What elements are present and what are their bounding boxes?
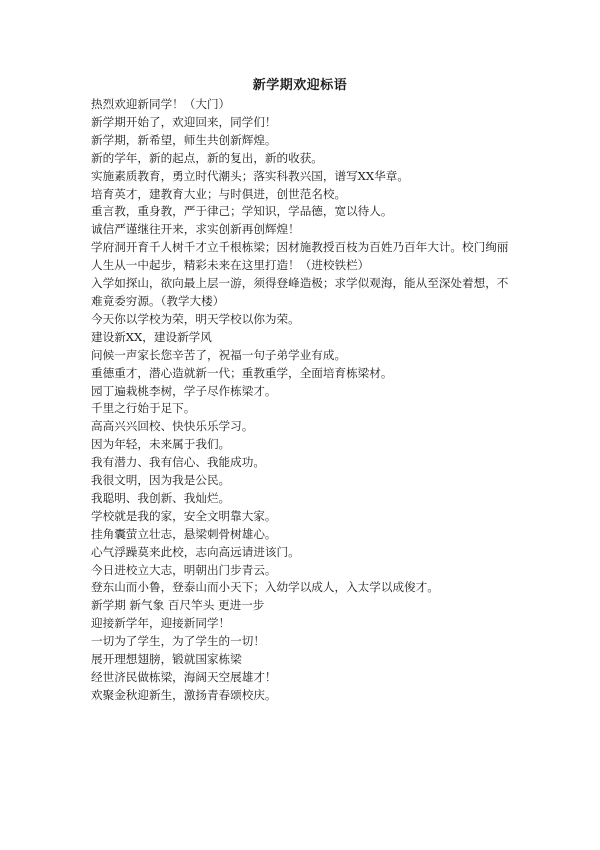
text-line: 新的学年，新的起点，新的复出，新的收获。 bbox=[91, 150, 323, 165]
text-line: 登东山而小鲁，登泰山而小天下；入幼学以成人，入太学以成俊才。 bbox=[91, 580, 439, 595]
text-line: 挂角囊萤立壮志，悬梁刺骨树雄心。 bbox=[91, 526, 277, 541]
text-line: 一切为了学生，为了学生的一切！ bbox=[91, 634, 265, 649]
text-line: 新学期，新希望，师生共创新辉煌。 bbox=[91, 132, 277, 147]
text-line: 展开理想翅膀，锻就国家栋梁 bbox=[91, 652, 242, 667]
text-line: 千里之行始于足下。 bbox=[91, 401, 196, 416]
text-line: 新学期开始了，欢迎回来，同学们！ bbox=[91, 114, 277, 129]
text-line: 入学如探山，欲向最上层一游，须得登峰造极；求学似观海，能从至深处着想，不难竟委穷源。（教学大楼） bbox=[91, 276, 509, 308]
text-line: 重言教，重身教，严于律己；学知识，学品德，宽以待人。 bbox=[91, 204, 393, 219]
text-line: 因为年轻，未来属于我们。 bbox=[91, 437, 231, 452]
text-line: 建设新XX，建设新学风 bbox=[91, 329, 212, 344]
document-title: 新学期欢迎标语 bbox=[252, 78, 348, 93]
text-line: 我聪明、我创新、我灿烂。 bbox=[91, 490, 231, 505]
text-line: 高高兴兴回校、快快乐乐学习。 bbox=[91, 419, 254, 434]
text-line: 我很文明，因为我是公民。 bbox=[91, 473, 231, 488]
text-line: 新学期 新气象 百尺竿头 更进一步 bbox=[91, 598, 265, 613]
text-line: 迎接新学年，迎接新同学！ bbox=[91, 616, 231, 631]
text-line: 心气浮躁莫来此校，志向高远请进该门。 bbox=[91, 544, 300, 559]
text-line: 园丁遍栽桃李树，学子尽作栋梁才。 bbox=[91, 383, 277, 398]
text-line: 今天你以学校为荣，明天学校以你为荣。 bbox=[91, 311, 300, 326]
text-line: 欢聚金秋迎新生，激扬青春颂校庆。 bbox=[91, 687, 277, 702]
text-line: 经世济民做栋梁，海阔天空展雄才！ bbox=[91, 670, 277, 684]
text-line: 培育英才，建教育大业；与时俱进，创世范名校。 bbox=[91, 186, 347, 201]
text-line: 诚信严谨继往开来，求实创新再创辉煌！ bbox=[91, 222, 300, 237]
text-line: 问候一声家长您辛苦了，祝福一句子弟学业有成。 bbox=[91, 347, 347, 362]
text-line: 学校就是我的家，安全文明靠大家。 bbox=[91, 508, 277, 523]
text-line: 我有潜力、我有信心、我能成功。 bbox=[91, 455, 265, 470]
document-body bbox=[91, 96, 513, 705]
text-line: 今日进校立大志，明朝出门步青云。 bbox=[91, 562, 277, 577]
text-line: 实施素质教育，勇立时代潮头；落实科教兴国，谱写XX华章。 bbox=[91, 168, 409, 183]
text-line: 热烈欢迎新同学！（大门） bbox=[91, 97, 231, 111]
text-line: 学府洞开育千人树千才立千根栋梁；因材施教授百枝为百姓乃百年大计。校门绚丽人生从一中起步，精彩未来在这里打造！（进校铁栏） bbox=[91, 240, 509, 273]
text-line: 重德重才，潜心造就新一代；重教重学，全面培育栋梁材。 bbox=[91, 365, 393, 380]
